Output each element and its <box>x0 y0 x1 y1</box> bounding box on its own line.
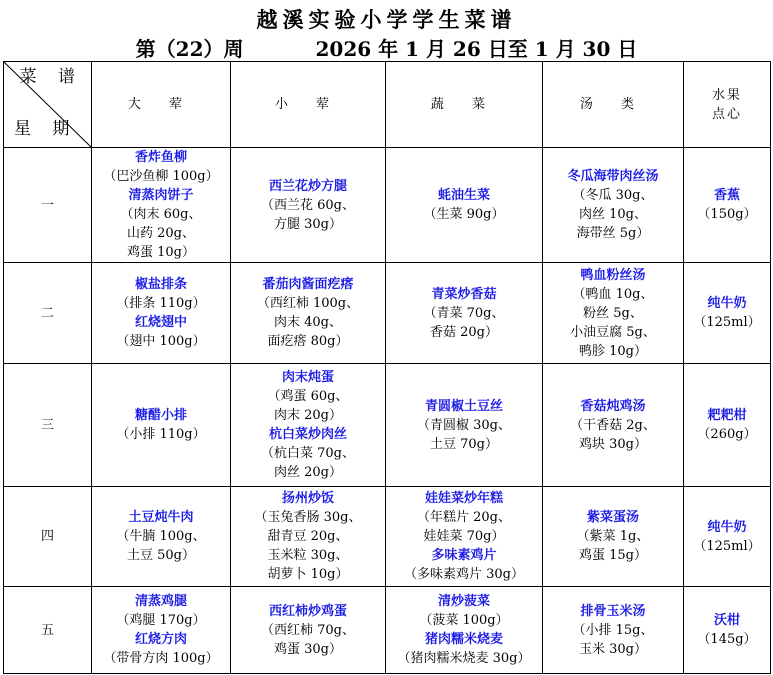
dish-name: 糖醋小排 <box>134 408 187 423</box>
dish-name: 扬州炒饭 <box>281 491 334 506</box>
dish-name: 杭白菜炒肉丝 <box>268 427 347 442</box>
weekday-cell: 五 <box>4 587 92 674</box>
ingredient-line: （年糕片 20g、 <box>417 510 511 525</box>
dish-name: 排骨玉米汤 <box>580 603 646 619</box>
ingredient-line: 鸡蛋 30g） <box>274 641 342 657</box>
ingredient-line: 鸡蛋 15g） <box>579 548 647 563</box>
ingredient-line: （150g） <box>697 207 757 222</box>
menu-table <box>3 61 771 674</box>
ingredient-line: 甜青豆 20g、 <box>267 529 349 544</box>
cell-vegetable <box>386 487 543 587</box>
cell-soup <box>543 587 684 674</box>
cell-soup <box>543 364 684 487</box>
dish-name: 西红柿炒鸡蛋 <box>268 603 347 619</box>
ingredient-line: （西红柿 100g、 <box>256 296 360 311</box>
cell-fruit-snack <box>684 148 771 263</box>
cell-soup <box>543 487 684 587</box>
fruit-header-line2: 点心 <box>711 106 742 122</box>
dish-name: 娃娃菜炒年糕 <box>424 491 503 506</box>
dish-name: 清蒸鸡腿 <box>134 594 187 609</box>
ingredient-line: （翅中 100g） <box>116 334 206 349</box>
cell-fruit-snack <box>684 487 771 587</box>
menu-row <box>4 148 771 263</box>
dish-name: 番茄肉酱面疙瘩 <box>262 277 354 292</box>
weekday-cell: 一 <box>4 148 92 263</box>
dish-name: 香菇炖鸡汤 <box>580 398 646 414</box>
ingredient-line: （260g） <box>697 427 757 442</box>
column-header-main-meat: 大 荤 <box>92 62 231 148</box>
week-date-line <box>0 33 773 62</box>
cell-vegetable <box>386 263 543 364</box>
header-row <box>4 62 771 148</box>
cell-main-meat <box>92 487 231 587</box>
cell-side-meat <box>231 364 386 487</box>
ingredient-line: 香菇 20g） <box>430 324 498 340</box>
dish-name: 鸭血粉丝汤 <box>580 267 646 283</box>
ingredient-line: （鸭血 10g、 <box>572 286 654 302</box>
ingredient-line: （排条 110g） <box>116 296 206 311</box>
weekday-cell: 三 <box>4 364 92 487</box>
ingredient-line: 玉米粒 30g、 <box>267 548 349 563</box>
cell-vegetable <box>386 587 543 674</box>
dish-name: 香蕉 <box>713 188 740 203</box>
cell-soup <box>543 148 684 263</box>
weekday-cell: 二 <box>4 263 92 364</box>
column-header-fruit-snack <box>684 62 771 148</box>
fruit-header-line1: 水果 <box>711 87 742 103</box>
ingredient-line: （125ml） <box>693 538 761 554</box>
cell-fruit-snack <box>684 364 771 487</box>
ingredient-line: （肉末 60g、 <box>120 207 202 222</box>
dish-name: 沃柑 <box>713 613 740 628</box>
dish-name: 红烧方肉 <box>134 632 187 647</box>
menu-row <box>4 487 771 587</box>
weekday-cell: 四 <box>4 487 92 587</box>
cell-fruit-snack <box>684 263 771 364</box>
ingredient-line: 土豆 50g） <box>127 548 195 563</box>
ingredient-line: 娃娃菜 70g） <box>423 529 505 544</box>
dish-name: 西兰花炒方腿 <box>268 178 347 194</box>
menu-body <box>4 148 771 674</box>
ingredient-line: （带骨方肉 100g） <box>103 651 219 666</box>
ingredient-line: 海带丝 5g） <box>576 226 650 241</box>
cell-vegetable <box>386 364 543 487</box>
corner-label-weekday: 星 期 <box>14 119 78 139</box>
ingredient-line: 小油豆腐 5g、 <box>570 324 656 340</box>
ingredient-line: （牛腩 100g、 <box>116 529 206 544</box>
page-title: 越溪实验小学学生菜谱 <box>256 7 517 32</box>
cell-main-meat <box>92 263 231 364</box>
dish-name: 纯牛奶 <box>707 519 747 535</box>
ingredient-line: （巴沙鱼柳 100g） <box>103 169 219 184</box>
ingredient-line: （干香菇 2g、 <box>570 417 656 433</box>
dish-name: 清炒菠菜 <box>437 594 490 609</box>
ingredient-line: 肉丝 10g、 <box>579 207 647 222</box>
ingredient-line: 玉米 30g） <box>579 641 647 657</box>
cell-main-meat <box>92 587 231 674</box>
cell-main-meat <box>92 148 231 263</box>
dish-name: 香炸鱼柳 <box>134 150 187 165</box>
ingredient-line: 肉末 40g、 <box>274 315 342 330</box>
ingredient-line: （小排 110g） <box>116 427 206 442</box>
cell-side-meat <box>231 148 386 263</box>
dish-name: 清蒸肉饼子 <box>128 188 194 203</box>
dish-name: 耙耙柑 <box>707 408 747 423</box>
ingredient-line: （杭白菜 70g、 <box>261 446 355 461</box>
date-range: 2026 年 1 月 26 日至 1 月 30 日 <box>315 37 638 61</box>
ingredient-line: （青菜 70g、 <box>423 305 505 321</box>
dish-name: 红烧翅中 <box>134 315 187 330</box>
ingredient-line: （鸡腿 170g） <box>116 613 206 628</box>
cell-side-meat <box>231 487 386 587</box>
ingredient-line: （紫菜 1g、 <box>576 529 650 544</box>
column-header-vegetable: 蔬 菜 <box>386 62 543 148</box>
dish-name: 椒盐排条 <box>134 277 187 292</box>
ingredient-line: 粉丝 5g、 <box>583 305 643 321</box>
week-label: 第（22）周 <box>135 37 244 61</box>
ingredient-line: 面疙瘩 80g） <box>267 334 349 349</box>
ingredient-line: （玉兔香肠 30g、 <box>254 510 362 525</box>
corner-header-cell <box>4 62 92 148</box>
ingredient-line: 鸡蛋 10g） <box>127 245 195 260</box>
menu-row <box>4 263 771 364</box>
cell-side-meat <box>231 587 386 674</box>
dish-name: 蚝油生菜 <box>437 188 490 203</box>
ingredient-line: （多味素鸡片 30g） <box>404 567 524 582</box>
column-header-side-meat: 小 荤 <box>231 62 386 148</box>
dish-name: 青菜炒香菇 <box>431 286 497 302</box>
dish-name: 冬瓜海带肉丝汤 <box>567 169 659 184</box>
ingredient-line: （生菜 90g） <box>423 207 505 222</box>
ingredient-line: （青圆椒 30g、 <box>417 417 511 433</box>
ingredient-line: （西兰花 60g、 <box>261 197 355 213</box>
cell-main-meat <box>92 364 231 487</box>
dish-name: 纯牛奶 <box>707 296 747 311</box>
corner-label-menu: 菜 谱 <box>19 67 83 87</box>
ingredient-line: （猪肉糯米烧麦 30g） <box>397 651 531 666</box>
dish-name: 肉末炖蛋 <box>281 370 334 385</box>
ingredient-line: 土豆 70g） <box>430 436 498 452</box>
dish-name: 土豆炖牛肉 <box>128 510 194 525</box>
menu-row <box>4 587 771 674</box>
dish-name: 紫菜蛋汤 <box>586 510 639 525</box>
cell-fruit-snack <box>684 587 771 674</box>
cell-vegetable <box>386 148 543 263</box>
dish-name: 猪肉糯米烧麦 <box>424 632 503 647</box>
ingredient-line: 肉丝 20g） <box>274 465 342 480</box>
ingredient-line: 方腿 30g） <box>274 216 342 232</box>
cell-soup <box>543 263 684 364</box>
dish-name: 青圆椒土豆丝 <box>424 398 503 414</box>
ingredient-line: 鸭胗 10g） <box>579 343 647 359</box>
ingredient-line: （小排 15g、 <box>572 622 654 638</box>
ingredient-line: 鸡块 30g） <box>579 436 647 452</box>
dish-name: 多味素鸡片 <box>431 548 497 563</box>
ingredient-line: 山药 20g、 <box>127 226 195 241</box>
ingredient-line: （西红柿 70g、 <box>261 622 355 638</box>
cell-side-meat <box>231 263 386 364</box>
menu-row <box>4 364 771 487</box>
ingredient-line: 胡萝卜 10g） <box>267 567 349 582</box>
ingredient-line: （145g） <box>697 632 757 647</box>
ingredient-line: （125ml） <box>693 315 761 330</box>
ingredient-line: （菠菜 100g） <box>419 613 509 628</box>
ingredient-line: 肉末 20g） <box>274 408 342 423</box>
ingredient-line: （鸡蛋 60g、 <box>267 389 349 404</box>
column-header-soup: 汤 类 <box>543 62 684 148</box>
ingredient-line: （冬瓜 30g、 <box>572 188 654 203</box>
